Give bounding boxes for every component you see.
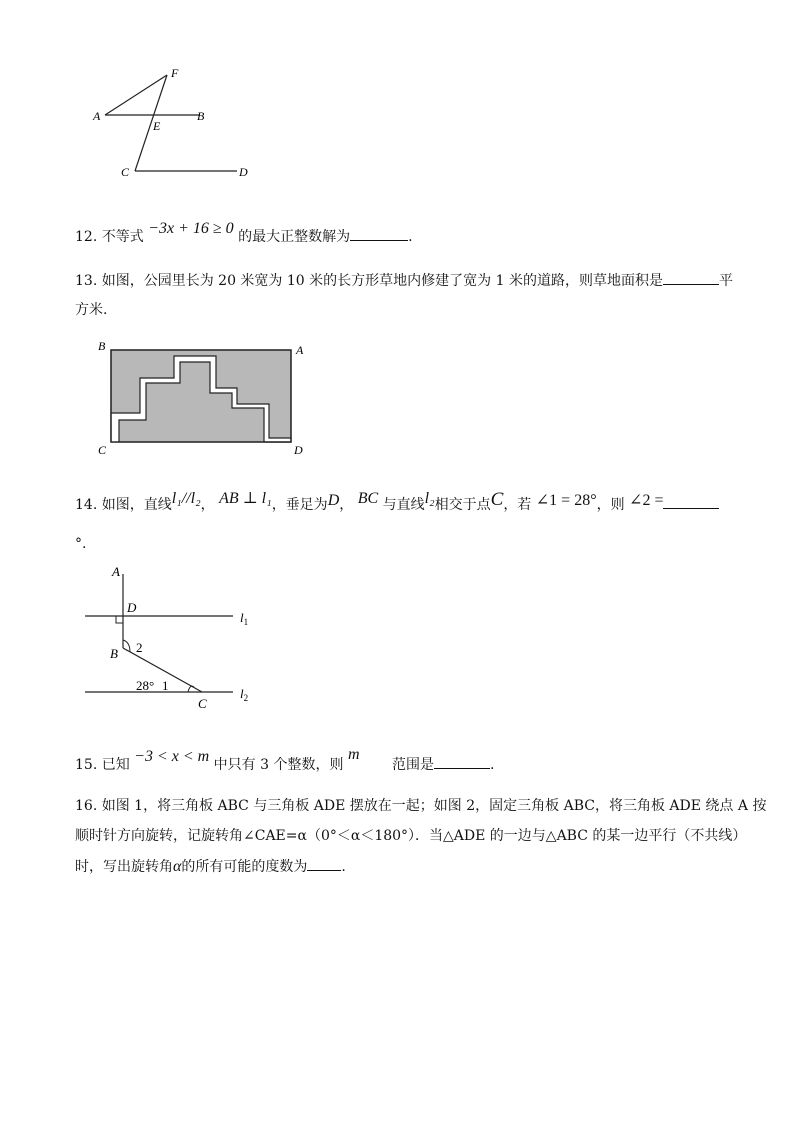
question-text: 顺时针方向旋转，记旋转角∠CAE=α（0°＜α＜180°）．当△ADE 的一边与△ABC 的某一边平行（不共线） — [75, 828, 747, 844]
question-text: 时，写出旋转角 — [75, 859, 173, 875]
question-13-line-2 — [75, 300, 107, 320]
answer-blank[interactable] — [663, 270, 719, 285]
math-bc: BC — [357, 490, 379, 507]
label-l1: $l_1$ — [240, 610, 249, 627]
label-b: B — [98, 339, 106, 353]
label-a: A — [112, 564, 120, 579]
label-a: A — [93, 109, 101, 123]
answer-blank[interactable] — [350, 226, 408, 241]
figure-parallel-lines-l1-l2 — [80, 560, 270, 720]
question-text: 已知 — [101, 757, 130, 773]
question-end: . — [489, 757, 495, 773]
question-16-line-2 — [75, 826, 746, 846]
label-angle-28: 28° — [136, 678, 155, 693]
question-text: 如图，公园里长为 20 米宽为 10 米的长方形草地内修建了宽为 1 米的道路，则草地面积是 — [101, 273, 663, 289]
question-text: 的最大正整数解为 — [238, 229, 351, 245]
segment-fc — [135, 75, 167, 171]
question-12 — [75, 220, 413, 247]
question-14-line-2 — [75, 534, 86, 554]
inequality-formula: −3 < x < m — [134, 748, 210, 765]
label-b: B — [110, 646, 118, 661]
label-b: B — [197, 109, 205, 123]
question-text: 范围是 — [391, 757, 434, 773]
question-text: 与直线 — [382, 497, 425, 513]
math-perpendicular: AB ⊥ l₁ — [219, 490, 272, 507]
label-angle-2: 2 — [136, 640, 143, 655]
right-angle-mark — [116, 616, 123, 623]
figure-park-path — [94, 338, 309, 458]
math-point-c: C — [490, 489, 504, 510]
question-text: 不等式 — [101, 229, 144, 245]
question-end: . — [341, 859, 346, 875]
question-text: ，若 — [503, 497, 532, 513]
question-text: 的所有可能的度数为 — [181, 859, 308, 875]
label-angle-1: 1 — [162, 678, 169, 693]
math-m: m — [347, 746, 360, 763]
label-l2: $l_2$ — [240, 686, 249, 703]
question-13 — [75, 270, 733, 291]
answer-blank[interactable] — [434, 754, 490, 769]
inequality-formula: −3x + 16 ≥ 0 — [148, 220, 234, 237]
question-text: 相交于点 — [434, 497, 491, 513]
math-alpha: α — [173, 858, 182, 875]
label-d: D — [239, 165, 248, 179]
question-number: 13. — [75, 273, 98, 289]
question-end: . — [408, 229, 413, 245]
question-text: ，垂足为 — [271, 497, 328, 513]
question-16 — [75, 796, 766, 816]
answer-blank[interactable] — [663, 494, 719, 509]
math-parallel: l₁//l₂ — [171, 490, 201, 507]
label-d: D — [294, 443, 303, 457]
question-15 — [75, 746, 495, 775]
question-14 — [75, 489, 719, 515]
segment-af — [105, 75, 167, 115]
label-d: D — [127, 600, 137, 615]
question-number: 15. — [75, 757, 98, 773]
question-text: 如图，直线 — [101, 497, 172, 513]
question-text: °. — [75, 536, 87, 552]
label-c: C — [198, 696, 207, 711]
label-e: E — [153, 119, 161, 133]
math-point-d: D — [327, 492, 340, 509]
question-text: 如图 1，将三角板 ABC 与三角板 ADE 摆放在一起；如图 2，固定三角板 ABC，将三角板 ADE 绕点 A 按 — [101, 798, 767, 814]
answer-blank[interactable] — [307, 856, 341, 871]
label-c: C — [121, 165, 130, 179]
question-number: 12. — [75, 229, 98, 245]
question-text: ， — [339, 497, 354, 513]
math-angle-2: ∠2 = — [629, 492, 664, 509]
figure-parallel-lines-ab-cd — [85, 60, 275, 190]
label-f: F — [171, 66, 179, 80]
question-text: 中只有 3 个整数，则 — [213, 757, 344, 773]
question-16-line-3 — [75, 856, 346, 877]
question-number: 14. — [75, 497, 98, 513]
question-text: ， — [200, 497, 215, 513]
question-text: 方米. — [75, 302, 108, 318]
question-text: ，则 — [596, 497, 625, 513]
question-text: 平 — [718, 273, 733, 289]
math-l2: l₂ — [424, 490, 435, 507]
label-c: C — [98, 443, 107, 457]
question-number: 16. — [75, 798, 98, 814]
math-angle-1: ∠1 = 28° — [535, 492, 597, 509]
label-a: A — [296, 343, 304, 357]
